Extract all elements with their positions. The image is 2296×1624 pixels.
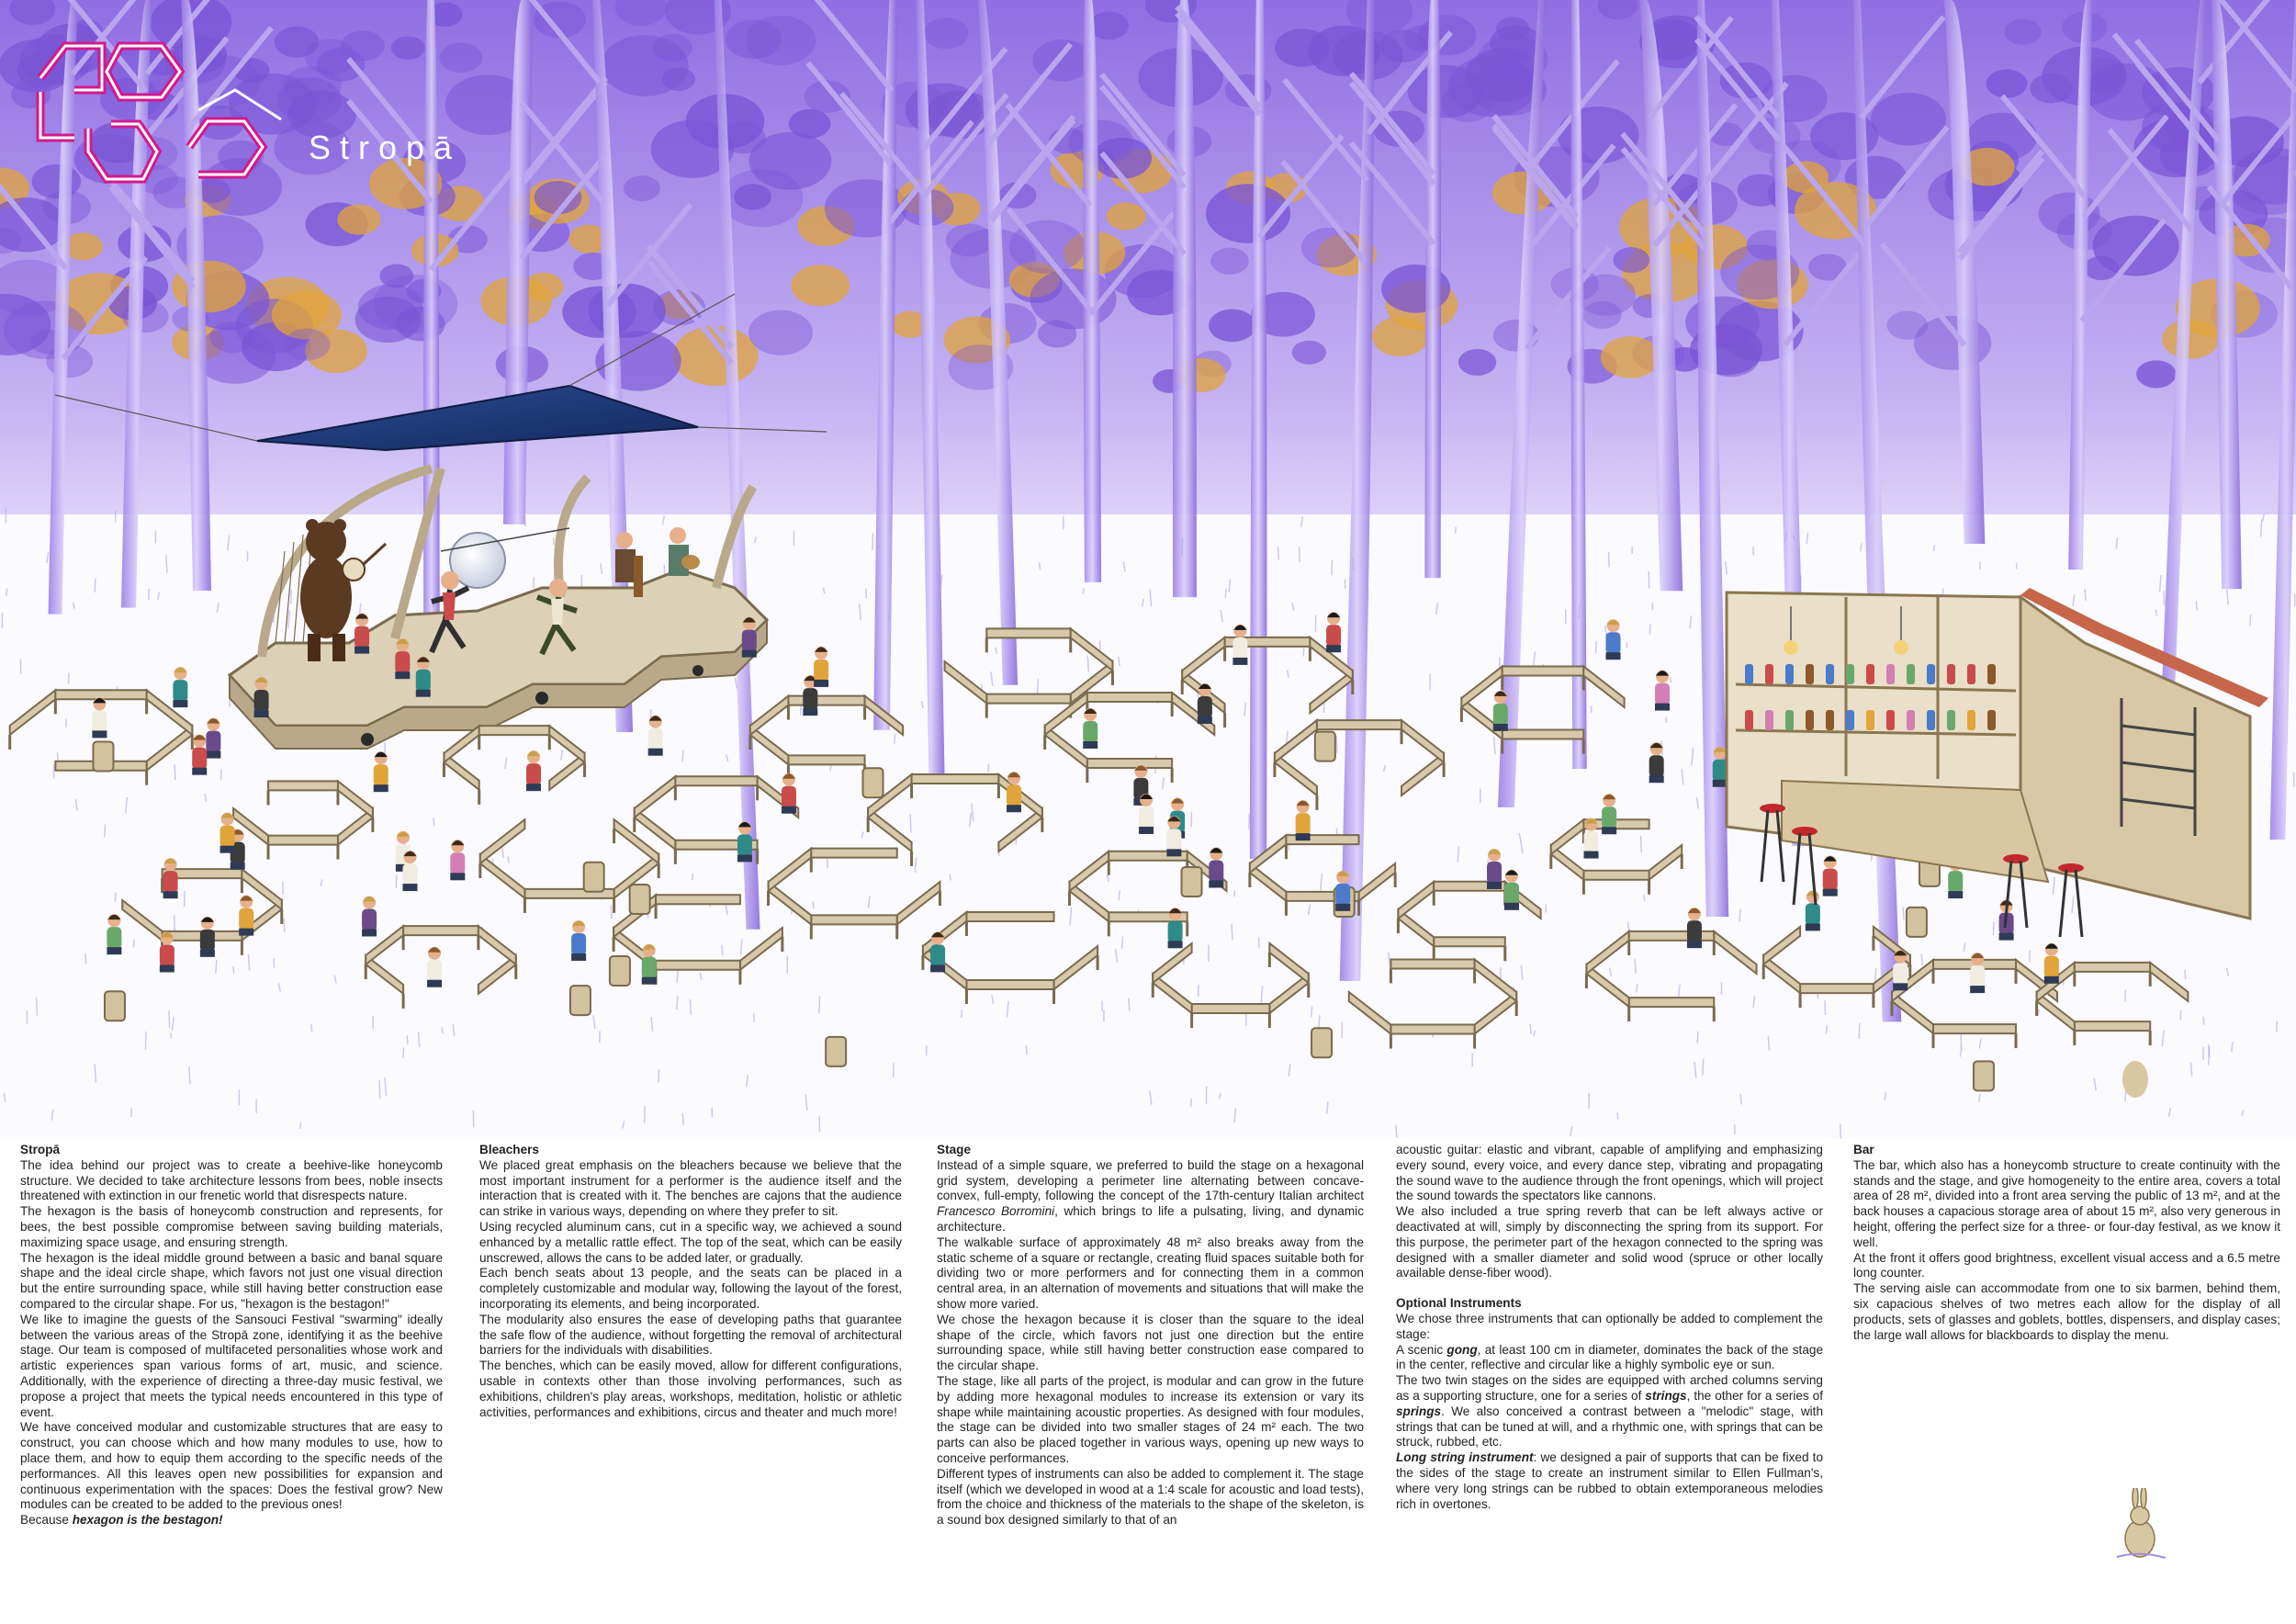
architect-name: Francesco Borromini (937, 1204, 1055, 1219)
violet-leaf-cluster (1914, 316, 1991, 370)
bench-segment (986, 694, 1070, 704)
bottle (1987, 664, 1996, 684)
grass-blade (1225, 589, 1226, 598)
grass-blade (134, 940, 135, 948)
audience-person (160, 931, 174, 972)
cajon-stool (630, 885, 650, 914)
cajon-stool (584, 863, 604, 892)
stage-heading: Stage (937, 1143, 972, 1156)
strings-paragraph (1396, 1373, 1823, 1450)
stropa-paragraph: The hexagon is the basis of honeycomb construction and represents, for bees, the best possible compromise between saving building materials, maximizing space usage, and ensuring strength. (20, 1204, 443, 1249)
grass-blade (722, 945, 723, 955)
bottle (1927, 664, 1935, 684)
bar-paragraph: At the front it offers good brightness, excellent visual access and a 6.5 metre long counter. (1853, 1250, 2280, 1280)
audience-person (1493, 691, 1508, 731)
grass-blade (189, 1066, 190, 1084)
grass-blade (68, 673, 69, 684)
stropa-paragraph: We like to imagine the guests of the Sansouci Festival "swarming" ideally between the various areas of the Stropā zone, identifying it as the beehive stage. Our team is composed of multifaceted personalities whose work and artistic experiences span various forms of art, music, and science. Additionally, with the experience of directing a three-day music festival, we propose a project that meets the typical needs encountered in this type of event. (20, 1312, 443, 1419)
audience-person (571, 920, 586, 961)
brand-name: Stropā (309, 129, 462, 166)
grass-blade (403, 1047, 404, 1057)
violet-leaf-cluster (924, 17, 969, 49)
bench-segment (268, 781, 338, 790)
bench-segment (1503, 730, 1584, 739)
violet-leaf-cluster (946, 223, 993, 256)
violet-leaf-cluster (1986, 69, 2028, 97)
audience-person (1326, 612, 1341, 652)
bleachers-paragraph: Each bench seats about 13 people, and the seats can be placed in a completely customizable and modular way, following the layout of the forest, incorporating its elements, and being incorporated. (479, 1266, 902, 1311)
stage-text: Instead of a simple square, we preferred to build the stage on a hexagonal grid system, developing a perimeter line alternating between concave-convex, full-empty, following the concept of the 17th-century Italian architect (937, 1157, 1364, 1203)
cajon-stool (1907, 908, 1927, 937)
grass-blade (1534, 1031, 1535, 1037)
violet-leaf-cluster (1871, 93, 1946, 145)
grass-blade (169, 1010, 170, 1028)
golden-leaf-cluster (791, 265, 850, 306)
cajon-stool (1315, 732, 1335, 761)
grass-blade (233, 966, 234, 973)
bar-paragraph: The bar, which also has a honeycomb structure to create continuity with the stands and the stage, and give homogeneity to the entire area, covers a total area of 28 m², divided into a front area serving the public of 13 m², and at the back houses a capacious storage area of about 15 m², also very generous in height, offering the perfect size for a three- or four-day festival, as we know it well. (1853, 1157, 2280, 1249)
grass-blade (1993, 922, 1994, 936)
strings-emphasis: strings (1645, 1388, 1687, 1403)
bench-segment (656, 961, 740, 970)
gong-text: A scenic (1396, 1342, 1447, 1357)
bottle (1866, 710, 1874, 730)
bottle (1806, 664, 1814, 684)
violet-leaf-cluster (624, 175, 660, 201)
grass-blade (284, 919, 285, 932)
grass-blade (2085, 589, 2086, 601)
instruments-paragraph: We chose three instruments that can optionally be added to complement the stage: (1396, 1311, 1823, 1341)
audience-person (1232, 625, 1247, 665)
audience-person (1083, 708, 1097, 749)
grass-blade (174, 764, 175, 780)
bench-segment (1434, 937, 1505, 946)
grass-blade (311, 1024, 312, 1032)
bottle (1765, 664, 1773, 684)
violet-leaf-cluster (2084, 256, 2119, 280)
violet-leaf-cluster (1069, 119, 1134, 164)
honeycomb-logo-icon (33, 37, 309, 211)
audience-person (930, 931, 945, 972)
cajon-stool (1311, 1028, 1332, 1057)
audience-person (742, 617, 757, 658)
violet-leaf-cluster (4, 300, 87, 358)
grass-blade (2277, 1021, 2278, 1032)
closing-emphasis: hexagon is the bestagon! (72, 1513, 223, 1528)
violet-leaf-cluster (1275, 28, 1329, 67)
grass-blade (2196, 601, 2197, 610)
grass-blade (149, 589, 150, 600)
grass-blade (95, 578, 96, 592)
audience-person (163, 858, 178, 898)
bench-segment (811, 849, 896, 858)
bleachers-paragraph: The modularity also ensures the ease of developing paths that guarantee the safe flow of the audience, without forgetting the removal of architectural barriers for the individuals with disabilities. (479, 1312, 902, 1358)
grass-blade (37, 998, 38, 1015)
grass-blade (534, 577, 535, 588)
instruments-paragraph: acoustic guitar: elastic and vibrant, capable of amplifying and emphasizing every sound, every voice, and every dance step, vibrating and propagating the sound wave to the audience through the front openings, which will project the sound towards the spectators like cannons. (1396, 1143, 1823, 1203)
strings-text: , the other for a series of (1686, 1388, 1823, 1403)
bottle (1886, 664, 1895, 684)
bench-segment (656, 895, 740, 904)
grass-blade (2038, 1009, 2039, 1016)
bench-segment (1087, 693, 1172, 702)
bench-segment (1583, 871, 1649, 880)
grass-blade (1717, 733, 1718, 747)
grass-blade (1595, 641, 1596, 654)
bottle (1907, 664, 1915, 684)
bench-segment (268, 836, 338, 845)
bench-segment (403, 926, 478, 935)
grass-blade (611, 905, 612, 919)
gong-text: , at least 100 cm in diameter, dominates the back of the stage in the center, reflective and circular like a highly symbolic eye or sun. (1396, 1342, 1823, 1372)
strings-text: The two twin stages on the sides are equipped with arched columns serving as a supporting structure, one for a series of (1396, 1373, 1823, 1403)
cajon-stool (863, 768, 884, 797)
column-bleachers (479, 1143, 902, 1420)
violet-leaf-cluster (748, 310, 813, 355)
golden-leaf-cluster (1372, 317, 1428, 356)
violet-leaf-cluster (1379, 29, 1426, 62)
grass-blade (1840, 1124, 1841, 1139)
grass-blade (2209, 1047, 2210, 1066)
bottle (1785, 664, 1794, 684)
bench-segment (811, 915, 896, 924)
bottle (1886, 710, 1895, 730)
audience-person (192, 735, 207, 775)
rabbit (2122, 1061, 2148, 1098)
grass-blade (1182, 538, 1183, 556)
text-columns (0, 1143, 2296, 1620)
grass-blade (1740, 1094, 1741, 1105)
violet-leaf-cluster (653, 34, 692, 62)
audience-person (1602, 794, 1616, 834)
grass-blade (166, 555, 167, 572)
strings-text: . We also conceived a contrast between a "melodic" stage, with strings that can be tuned at will, and a rhythmic one, with springs that can be struck, rubbed, etc. (1396, 1404, 1823, 1449)
audience-person (220, 813, 235, 853)
audience-person (450, 840, 465, 880)
bar-paragraph: The serving aisle can accommodate from one to six barmen, behind them, six capacious shelves of two metres each allow for the display of all products, sets of glasses and goblets, bottles, dispensers, and display cases; the large wall allows for blackboards to display the menu. (1853, 1281, 2280, 1342)
violet-leaf-cluster (1448, 56, 1536, 118)
grass-blade (1303, 646, 1304, 656)
bleachers-paragraph: We placed great emphasis on the bleachers because we believe that the most important instrument for a performer is the audience itself and the interaction that is created with it. The benches are cajons that the audience can strike in various ways, depending on where they prefer to sit. (479, 1157, 902, 1219)
stage-paragraph (937, 1158, 1364, 1235)
violet-leaf-cluster (1613, 247, 1649, 273)
bench-segment (788, 755, 864, 764)
bench-segment (788, 696, 864, 705)
cajon-stool (1182, 867, 1202, 897)
bench-segment (479, 726, 550, 735)
bottle (1947, 710, 1955, 730)
audience-person (737, 821, 752, 862)
grass-blade (872, 533, 873, 549)
bench-segment (2075, 1021, 2150, 1031)
audience-person (1893, 950, 1908, 990)
grass-blade (1122, 937, 1123, 949)
audience-person (374, 751, 388, 792)
audience-person (1168, 908, 1183, 948)
grass-blade (1311, 1006, 1312, 1017)
cajon-stool (610, 956, 630, 986)
grass-blade (1979, 1094, 1980, 1102)
grass-blade (2250, 615, 2251, 626)
audience-person (1007, 772, 1021, 812)
column-stropa (20, 1143, 443, 1528)
bottle (1806, 710, 1814, 730)
stropa-paragraph: The idea behind our project was to create a beehive-like honeycomb structure. We decided to take architecture lessons from bees, noble insects threatened with extinction in our frenetic world that disrespects nature. (20, 1157, 443, 1203)
grass-blade (1332, 560, 1333, 575)
grass-blade (105, 825, 106, 838)
audience-person (1649, 742, 1664, 783)
optional-instruments-heading: Optional Instruments (1396, 1296, 1522, 1311)
instruments-paragraph: We also included a true spring reverb that can be left always active or deactivated at will, simply by disconnecting the spring from its support. For this purpose, the perimeter part of the hexagon connected to the spring was designed with a smaller diameter and solid wood (spruce or other locally available dense-fiber wood). (1396, 1204, 1823, 1280)
cajon-stool (826, 1037, 846, 1066)
stropa-closing (20, 1513, 443, 1528)
grass-blade (1617, 1112, 1618, 1119)
grass-blade (85, 953, 86, 964)
grass-blade (1336, 736, 1337, 753)
audience-person (254, 677, 269, 717)
audience-person (1166, 816, 1181, 856)
grass-blade (741, 939, 742, 955)
bench-segment (1933, 1024, 2016, 1033)
audience-person (206, 718, 220, 759)
audience-person (239, 896, 253, 936)
audience-person (427, 947, 442, 987)
long-string-text: : we designed a pair of supports that can be fixed to the sides of the stage to create an instrument similar to Ellen Fullman's, where very long strings can be rubbed to obtain extemporaneous melodies rich in overtones. (1396, 1450, 1823, 1511)
bottle (1846, 664, 1854, 684)
grass-blade (407, 1035, 408, 1044)
audience-person (107, 914, 121, 954)
audience-person (1209, 847, 1223, 887)
grass-blade (950, 874, 951, 880)
bottle (1927, 710, 1935, 730)
grass-blade (1129, 998, 1130, 1010)
grass-blade (442, 1027, 443, 1033)
audience-person (92, 697, 107, 738)
audience-person (416, 657, 431, 697)
audience-person (1198, 683, 1212, 724)
audience-person (355, 614, 369, 654)
violet-leaf-cluster (662, 68, 695, 91)
bench-segment (1800, 984, 1874, 993)
violet-leaf-cluster (745, 16, 816, 65)
audience-person (1687, 908, 1702, 948)
cajon-stool (1974, 1061, 1994, 1090)
audience-person (403, 851, 418, 891)
stropa-heading: Stropā (20, 1143, 61, 1156)
audience-person (1487, 849, 1502, 889)
column-bar (1853, 1143, 2280, 1343)
bleachers-paragraph: Using recycled aluminum cans, cut in a specific way, we achieved a sound enhanced by a metallic rattle effect. The top of the seat, which can be easily unscrewed, allows the cans to be added later, or gradually. (479, 1219, 902, 1265)
stropa-paragraph: The hexagon is the ideal middle ground between a basic and banal square shape and the ideal circle shape, which favors not just one visual direction but the entire surrounding space, while still having better construction ease compared to the circular shape. For us, "hexagon is the bestagon!" (20, 1250, 443, 1311)
violet-leaf-cluster (284, 329, 330, 361)
grass-blade (1277, 547, 1278, 559)
rabbit-icon (2112, 1488, 2167, 1562)
long-string-paragraph (1396, 1450, 1823, 1512)
stage-paragraph: We chose the hexagon because it is closer than the square to the ideal shape of the circle, which favors not just one direction but the entire surrounding space, while still having better construction ease compared to the circular shape. (937, 1312, 1364, 1373)
audience-person (2044, 943, 2059, 984)
cajon-stool (93, 741, 113, 771)
audience-person (200, 917, 215, 957)
grass-blade (1785, 532, 1786, 541)
violet-leaf-cluster (2039, 192, 2100, 235)
violet-leaf-cluster (1209, 309, 1255, 342)
brand-logo (33, 37, 602, 211)
grass-blade (988, 764, 989, 773)
audience-person (1970, 953, 1985, 993)
bench-segment (1390, 1025, 1474, 1034)
grass-blade (1637, 984, 1638, 993)
bottle (1765, 710, 1773, 730)
violet-leaf-cluster (1301, 228, 1358, 267)
grass-blade (1026, 1045, 1027, 1055)
grass-blade (910, 814, 911, 832)
grass-blade (1037, 679, 1038, 694)
violet-leaf-cluster (1458, 349, 1496, 376)
golden-leaf-cluster (672, 326, 758, 386)
grass-blade (1703, 1059, 1704, 1076)
bottle (1907, 710, 1915, 730)
bench-segment (1390, 959, 1474, 968)
audience-person (173, 667, 187, 707)
audience-person (1296, 800, 1311, 840)
violet-leaf-cluster (2005, 19, 2042, 45)
violet-leaf-cluster (720, 169, 803, 227)
bench-segment (1192, 1004, 1270, 1013)
violet-leaf-cluster (2136, 360, 2176, 388)
column-stage (937, 1143, 1364, 1528)
bench-segment (966, 912, 1053, 921)
violet-leaf-cluster (588, 284, 666, 338)
grass-blade (1753, 547, 1754, 555)
bleachers-paragraph: The benches, which can be easily moved, allow for different configurations, usable in contexts other than those involving performances, such as exhibitions, children's play areas, workshops, meditation, holistic or athletic activities, performances and exhibitions, circus and theater and much more! (479, 1359, 902, 1419)
audience-person (1823, 856, 1838, 897)
bench-segment (2075, 963, 2150, 972)
bench-segment (912, 774, 999, 784)
grass-blade (1859, 1023, 1860, 1039)
tree-trunk (1173, 0, 1197, 597)
grass-blade (1903, 908, 1904, 920)
grass-blade (866, 589, 867, 599)
bottle (1826, 664, 1834, 684)
violet-leaf-cluster (1490, 25, 1542, 62)
grass-blade (692, 874, 693, 880)
violet-leaf-cluster (1292, 341, 1326, 365)
stropa-paragraph: We have conceived modular and customizable structures that are easy to construct, you can choose which and how many modules to use, how to place them, and how to equip them according to the specific needs of the performances. All this leaves open new possibilities for expansion and continuous experimentation with the spaces: Does the festival grow? New modules can be created to be added to the previous ones! (20, 1420, 443, 1512)
gong-emphasis: gong (1446, 1342, 1478, 1357)
audience-person (1606, 619, 1621, 660)
cajon-stool (570, 986, 591, 1015)
grass-blade (2185, 970, 2186, 979)
stage-paragraph: The walkable surface of approximately 48 m² also breaks away from the static scheme of a square or rectangle, creating fluid spaces suitable both for dividing two or more performers and for connecting them in a common central area, in an alternation of movements and situations that will make the show more varied. (937, 1235, 1364, 1311)
bottle (1967, 710, 1975, 730)
audience-person (1655, 671, 1670, 711)
audience-person (782, 773, 796, 814)
bottle (1866, 664, 1874, 684)
springs-emphasis: springs (1396, 1404, 1442, 1418)
audience-person (648, 716, 663, 756)
audience-person (395, 638, 410, 679)
violet-leaf-cluster (1582, 301, 1622, 329)
golden-leaf-cluster (1107, 203, 1146, 231)
bench-segment (1317, 720, 1401, 729)
audience-person (642, 944, 657, 985)
bottle (1947, 664, 1955, 684)
bleachers-heading: Bleachers (479, 1143, 539, 1156)
bottle (1987, 710, 1996, 730)
violet-leaf-cluster (789, 109, 831, 139)
bench-segment (1503, 666, 1584, 675)
grass-blade (1609, 552, 1610, 568)
grass-blade (1649, 624, 1650, 634)
grass-blade (1455, 527, 1456, 535)
grass-blade (819, 1116, 820, 1132)
bottle (1745, 664, 1753, 684)
bench-segment (966, 980, 1053, 989)
bottle (1785, 710, 1794, 730)
closing-text: Because (20, 1513, 73, 1528)
bench-segment (1087, 759, 1172, 768)
stage-paragraph: The stage, like all parts of the project, is modular and can grow in the future by adding more hexagonal modules to increase its extension or vary its shape while maintaining acoustic properties. As designed with four modules, the stage can be divided into two smaller stages of 24 m² each. The two parts can also be placed together in various ways, opening up new ways to conceive performances. (937, 1373, 1364, 1465)
bottle (1846, 710, 1854, 730)
violet-leaf-cluster (379, 264, 413, 288)
audience-person (814, 647, 828, 687)
golden-leaf-cluster (1601, 336, 1660, 378)
stage-text: , which brings to life a pulsating, living, and dynamic architecture. (937, 1204, 1364, 1234)
golden-leaf-cluster (2162, 319, 2219, 358)
grass-blade (1635, 959, 1636, 974)
audience-person (526, 750, 541, 791)
bottle (1967, 664, 1975, 684)
bench-segment (1629, 998, 1715, 1007)
bench-segment (986, 628, 1070, 637)
violet-leaf-cluster (1210, 248, 1249, 275)
audience-person (1713, 747, 1728, 787)
grass-blade (1640, 836, 1641, 852)
grass-blade (6, 589, 7, 596)
long-string-emphasis: Long string instrument (1396, 1450, 1534, 1465)
bottle (1826, 710, 1834, 730)
grass-blade (819, 997, 820, 1014)
grass-blade (185, 891, 186, 907)
audience-person (1584, 818, 1599, 859)
bench-segment (675, 776, 757, 785)
grass-blade (1353, 558, 1354, 570)
grass-blade (890, 515, 891, 531)
grass-blade (171, 1032, 172, 1038)
bottle (1745, 710, 1753, 730)
bar-heading: Bar (1853, 1143, 1874, 1156)
grass-blade (115, 893, 116, 902)
column-instruments (1396, 1143, 1823, 1512)
audience-person (1504, 870, 1519, 910)
audience-person (1139, 794, 1154, 834)
gong-paragraph (1396, 1343, 1823, 1374)
cajon-stool (105, 991, 125, 1021)
grass-blade (1825, 1000, 1826, 1015)
grass-blade (1644, 895, 1645, 901)
grass-blade (1007, 589, 1008, 603)
audience-person (1335, 871, 1350, 911)
audience-person (1806, 890, 1820, 930)
grass-blade (1697, 1032, 1698, 1043)
stage-paragraph: Different types of instruments can also be added to complement it. The stage itself (which we developed in wood at a 1:4 scale for acoustic and load tests), from the choice and thickness of the materials to the shape of the skeleton, is a sound box designed similarly to that of an (937, 1466, 1364, 1528)
violet-leaf-cluster (1810, 112, 1878, 160)
grass-blade (433, 818, 434, 826)
audience-person (362, 896, 377, 936)
